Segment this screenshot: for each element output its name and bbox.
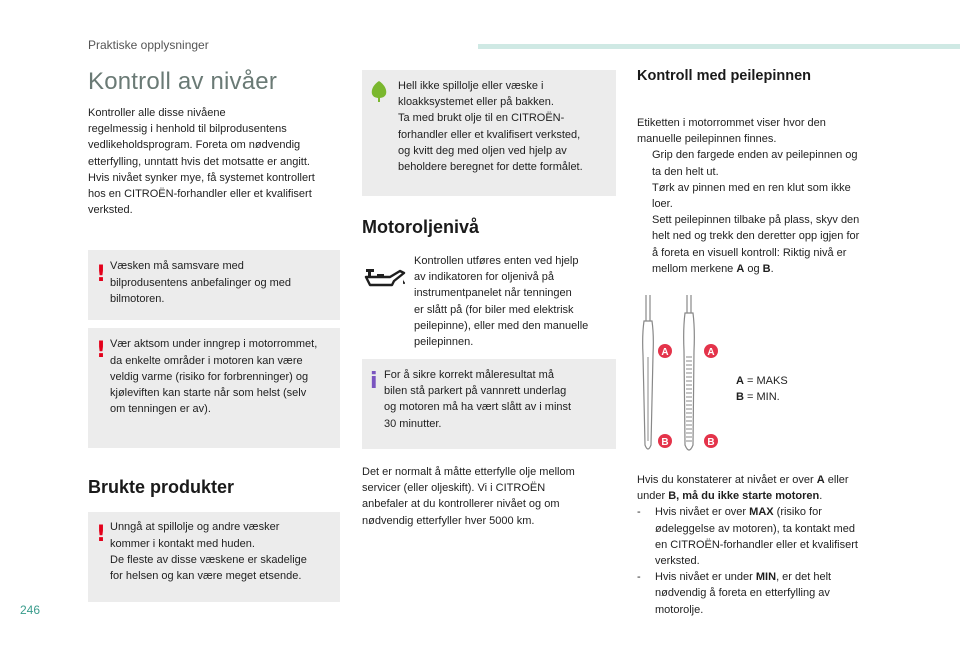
marker-b-right: B bbox=[707, 437, 715, 449]
marker-b-left: B bbox=[661, 437, 669, 449]
running-header: Praktiske opplysninger bbox=[88, 38, 209, 52]
list-item: - Hvis nivået er over MAX (risiko for ødeleggelse av motoren), ta kontakt med en CITROËN-forhandler eller et kvalifisert verksted. bbox=[637, 506, 858, 568]
eco-box: Hell ikke spillolje eller væske i kloakksystemet eller på bakken. Ta med brukt olje til en CITROËN- forhandler eller et kvalifisert verksted, og kvitt deg med oljen ved hjelp av beholdere beregnet for dette formålet. bbox=[362, 70, 616, 196]
section-title-used-products: Brukte produkter bbox=[88, 477, 235, 498]
warning-icon: ! bbox=[96, 262, 107, 288]
column-left bbox=[88, 68, 340, 602]
info-box: i For å sikre korrekt måleresultat må bilen stå parkert på vannrett underlag og motoren må ha vært slått av i minst 30 minutter. bbox=[362, 359, 616, 449]
warning-box-fluid: ! Væsken må samsvare med bilprodusentens anbefalinger og med bilmotoren. bbox=[88, 250, 340, 320]
normal-refill-paragraph: Det er normalt å måtte etterfylle olje mellom servicer (eller oljeskift). Vi i CITROËN anbefaler at du kontrollerer nivået og om nødvendig etterfyller hver 5000 km. bbox=[362, 466, 575, 527]
warning-box-engine: ! Vær aktsom under inngrep i motorrommet, da enkelte områder i motoren kan være veldig varme (risiko for forbrenninger) og kjøleviften kan starte når som helst (selv om tenningen er av). bbox=[88, 328, 340, 448]
header-bar bbox=[478, 44, 960, 49]
oil-level-block: Kontrollen utføres enten ved hjelp av indikatoren for oljenivå på instrumentpanelet når tenningen er slått på (for biler med elektrisk peilepinne), eller med den manuelle peilepinnen. bbox=[362, 253, 616, 353]
page-title: Kontroll av nivåer bbox=[88, 68, 278, 95]
warning-box-skin: ! Unngå at spillolje og andre væsker kommer i kontakt med huden. De fleste av disse væskene er skadelige for helsen og kan være meget etsende. bbox=[88, 512, 340, 602]
warning-icon: ! bbox=[96, 522, 107, 548]
list-item: Grip den fargede enden av peilepinnen og ta den helt ut. bbox=[652, 149, 858, 178]
marker-a-left: A bbox=[661, 347, 669, 359]
list-item: Tørk av pinnen med en ren klut som ikke loer. bbox=[652, 181, 851, 211]
dipstick-illustration bbox=[637, 295, 892, 467]
dipstick-legend: A = MAKS B = MIN. bbox=[736, 375, 788, 404]
page-number: 246 bbox=[20, 603, 41, 617]
oil-can-icon bbox=[364, 265, 408, 291]
intro-paragraph: Kontroller alle disse nivåene regelmessig i henhold til bilprodusentens vedlikeholdsprogram. Foreta om nødvendig etterfylling, unntatt hvis det motsatte er angitt. Hvis nivået synker mye, få systemet kontrollert hos en CITROËN-forhandler eller et kvalifisert verksted. bbox=[88, 107, 315, 217]
warning-icon: ! bbox=[96, 338, 107, 364]
list-item: - Hvis nivået er under MIN, er det helt nødvendig å foreta en etterfylling av motorolje. bbox=[637, 571, 832, 616]
list-item: Sett peilepinnen tilbake på plass, skyv den helt ned og trekk den deretter opp igjen for å foreta en visuell kontroll: Riktig nivå er mellom merkene A og B. bbox=[652, 214, 860, 275]
dipstick-result: Hvis du konstaterer at nivået er over A eller under B, må du ikke starte motoren. - Hvis nivået er over MAX (risiko for ødeleggelse av motoren), ta kontakt med en CITROËN-forhandler eller et kvalifisert verksted. - Hvis nivået er under MIN, er det helt nødvendig å foreta en etterfylling av motorolje. bbox=[637, 472, 892, 618]
column-right bbox=[637, 66, 892, 618]
column-middle bbox=[362, 70, 616, 529]
marker-a-right: A bbox=[707, 347, 715, 359]
dipstick-intro: Etiketten i motorrommet viser hvor den manuelle peilepinnen finnes. bbox=[637, 117, 826, 146]
section-title-oil-level: Motoroljenivå bbox=[362, 217, 480, 237]
dipstick-steps bbox=[637, 147, 892, 277]
info-icon: i bbox=[370, 369, 378, 394]
dipstick-drawing bbox=[637, 295, 737, 467]
section-title-dipstick: Kontroll med peilepinnen bbox=[637, 68, 812, 84]
leaf-icon bbox=[370, 80, 388, 102]
